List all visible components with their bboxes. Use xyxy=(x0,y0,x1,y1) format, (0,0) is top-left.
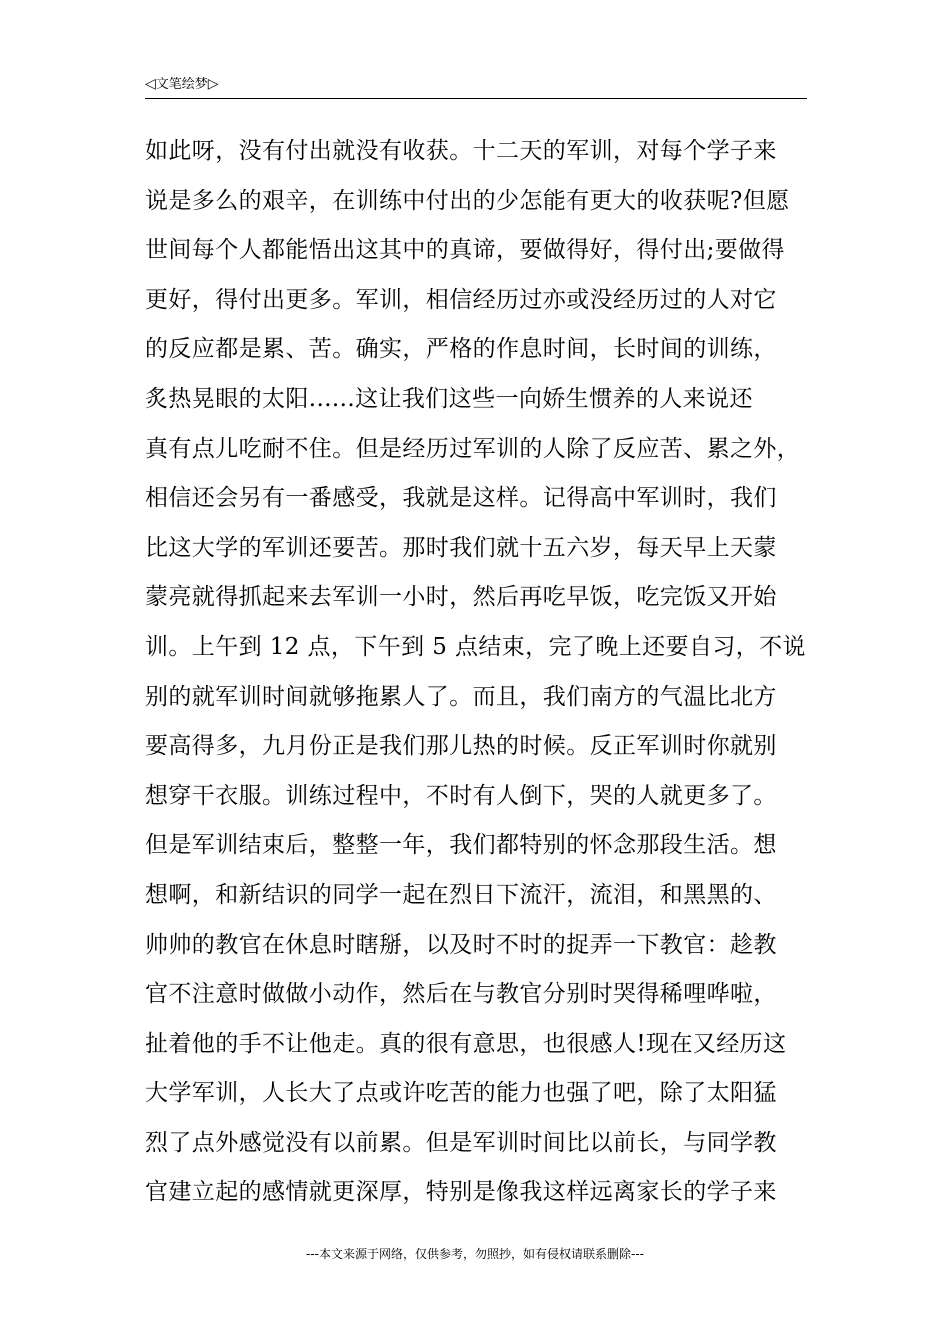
body-line: 更好，得付出更多。军训，相信经历过亦或没经历过的人对它 xyxy=(145,286,777,313)
page-header xyxy=(145,74,807,99)
document-body xyxy=(145,127,825,1218)
body-line: 别的就军训时间就够拖累人了。而且，我们南方的气温比北方 xyxy=(145,683,777,710)
body-line: 世间每个人都能悟出这其中的真谛，要做得好，得付出;要做得 xyxy=(145,237,785,264)
body-line: 扯着他的手不让他走。真的很有意思，也很感人!现在又经历这 xyxy=(145,1030,787,1057)
body-line: 蒙亮就得抓起来去军训一小时，然后再吃早饭，吃完饭又开始 xyxy=(145,584,777,611)
body-line: 的反应都是累、苦。确实，严格的作息时间，长时间的训练， xyxy=(145,336,777,363)
body-line: 炙热晃眼的太阳......这让我们这些一向娇生惯养的人来说还 xyxy=(145,385,753,412)
brand-name: 文笔绘梦 xyxy=(155,77,208,92)
body-line: 如此呀，没有付出就没有收获。十二天的军训，对每个学子来 xyxy=(145,138,777,164)
body-line: 想啊，和新结识的同学一起在烈日下流汗，流泪，和黑黑的、 xyxy=(145,881,777,908)
body-line: 帅帅的教官在休息时瞎掰，以及时不时的捉弄一下教官：趁教 xyxy=(145,931,777,958)
body-line: 训。上午到 12 点，下午到 5 点结束，完了晚上还要自习，不说 xyxy=(145,633,806,660)
body-line: 要高得多，九月份正是我们那儿热的时候。反正军训时你就别 xyxy=(145,733,777,760)
body-line: 想穿干衣服。训练过程中，不时有人倒下，哭的人就更多了。 xyxy=(145,782,777,809)
body-line: 说是多么的艰辛，在训练中付出的少怎能有更大的收获呢?但愿 xyxy=(145,187,790,214)
body-line: 官不注意时做做小动作，然后在与教官分别时哭得稀哩哗啦， xyxy=(145,981,777,1008)
body-line: 比这大学的军训还要苦。那时我们就十五六岁，每天早上天蒙 xyxy=(145,534,777,561)
left-triangle-icon: ◁ xyxy=(145,76,156,92)
body-line: 烈了点外感觉没有以前累。但是军训时间比以前长，与同学教 xyxy=(145,1129,777,1156)
header-brand xyxy=(145,76,219,93)
body-line: 大学军训，人长大了点或许吃苦的能力也强了吧，除了太阳猛 xyxy=(145,1080,777,1107)
body-line: 但是军训结束后，整整一年，我们都特别的怀念那段生活。想 xyxy=(145,832,777,859)
body-line: 真有点儿吃耐不住。但是经历过军训的人除了反应苦、累之外， xyxy=(145,435,801,462)
body-line: 官建立起的感情就更深厚，特别是像我这样远离家长的学子来 xyxy=(145,1179,777,1206)
page-footer: ---本文来源于网络，仅供参考，勿照抄，如有侵权请联系删除--- xyxy=(306,1247,644,1261)
right-triangle-icon: ▷ xyxy=(207,76,219,92)
body-line: 相信还会另有一番感受，我就是这样。记得高中军训时，我们 xyxy=(145,485,777,512)
